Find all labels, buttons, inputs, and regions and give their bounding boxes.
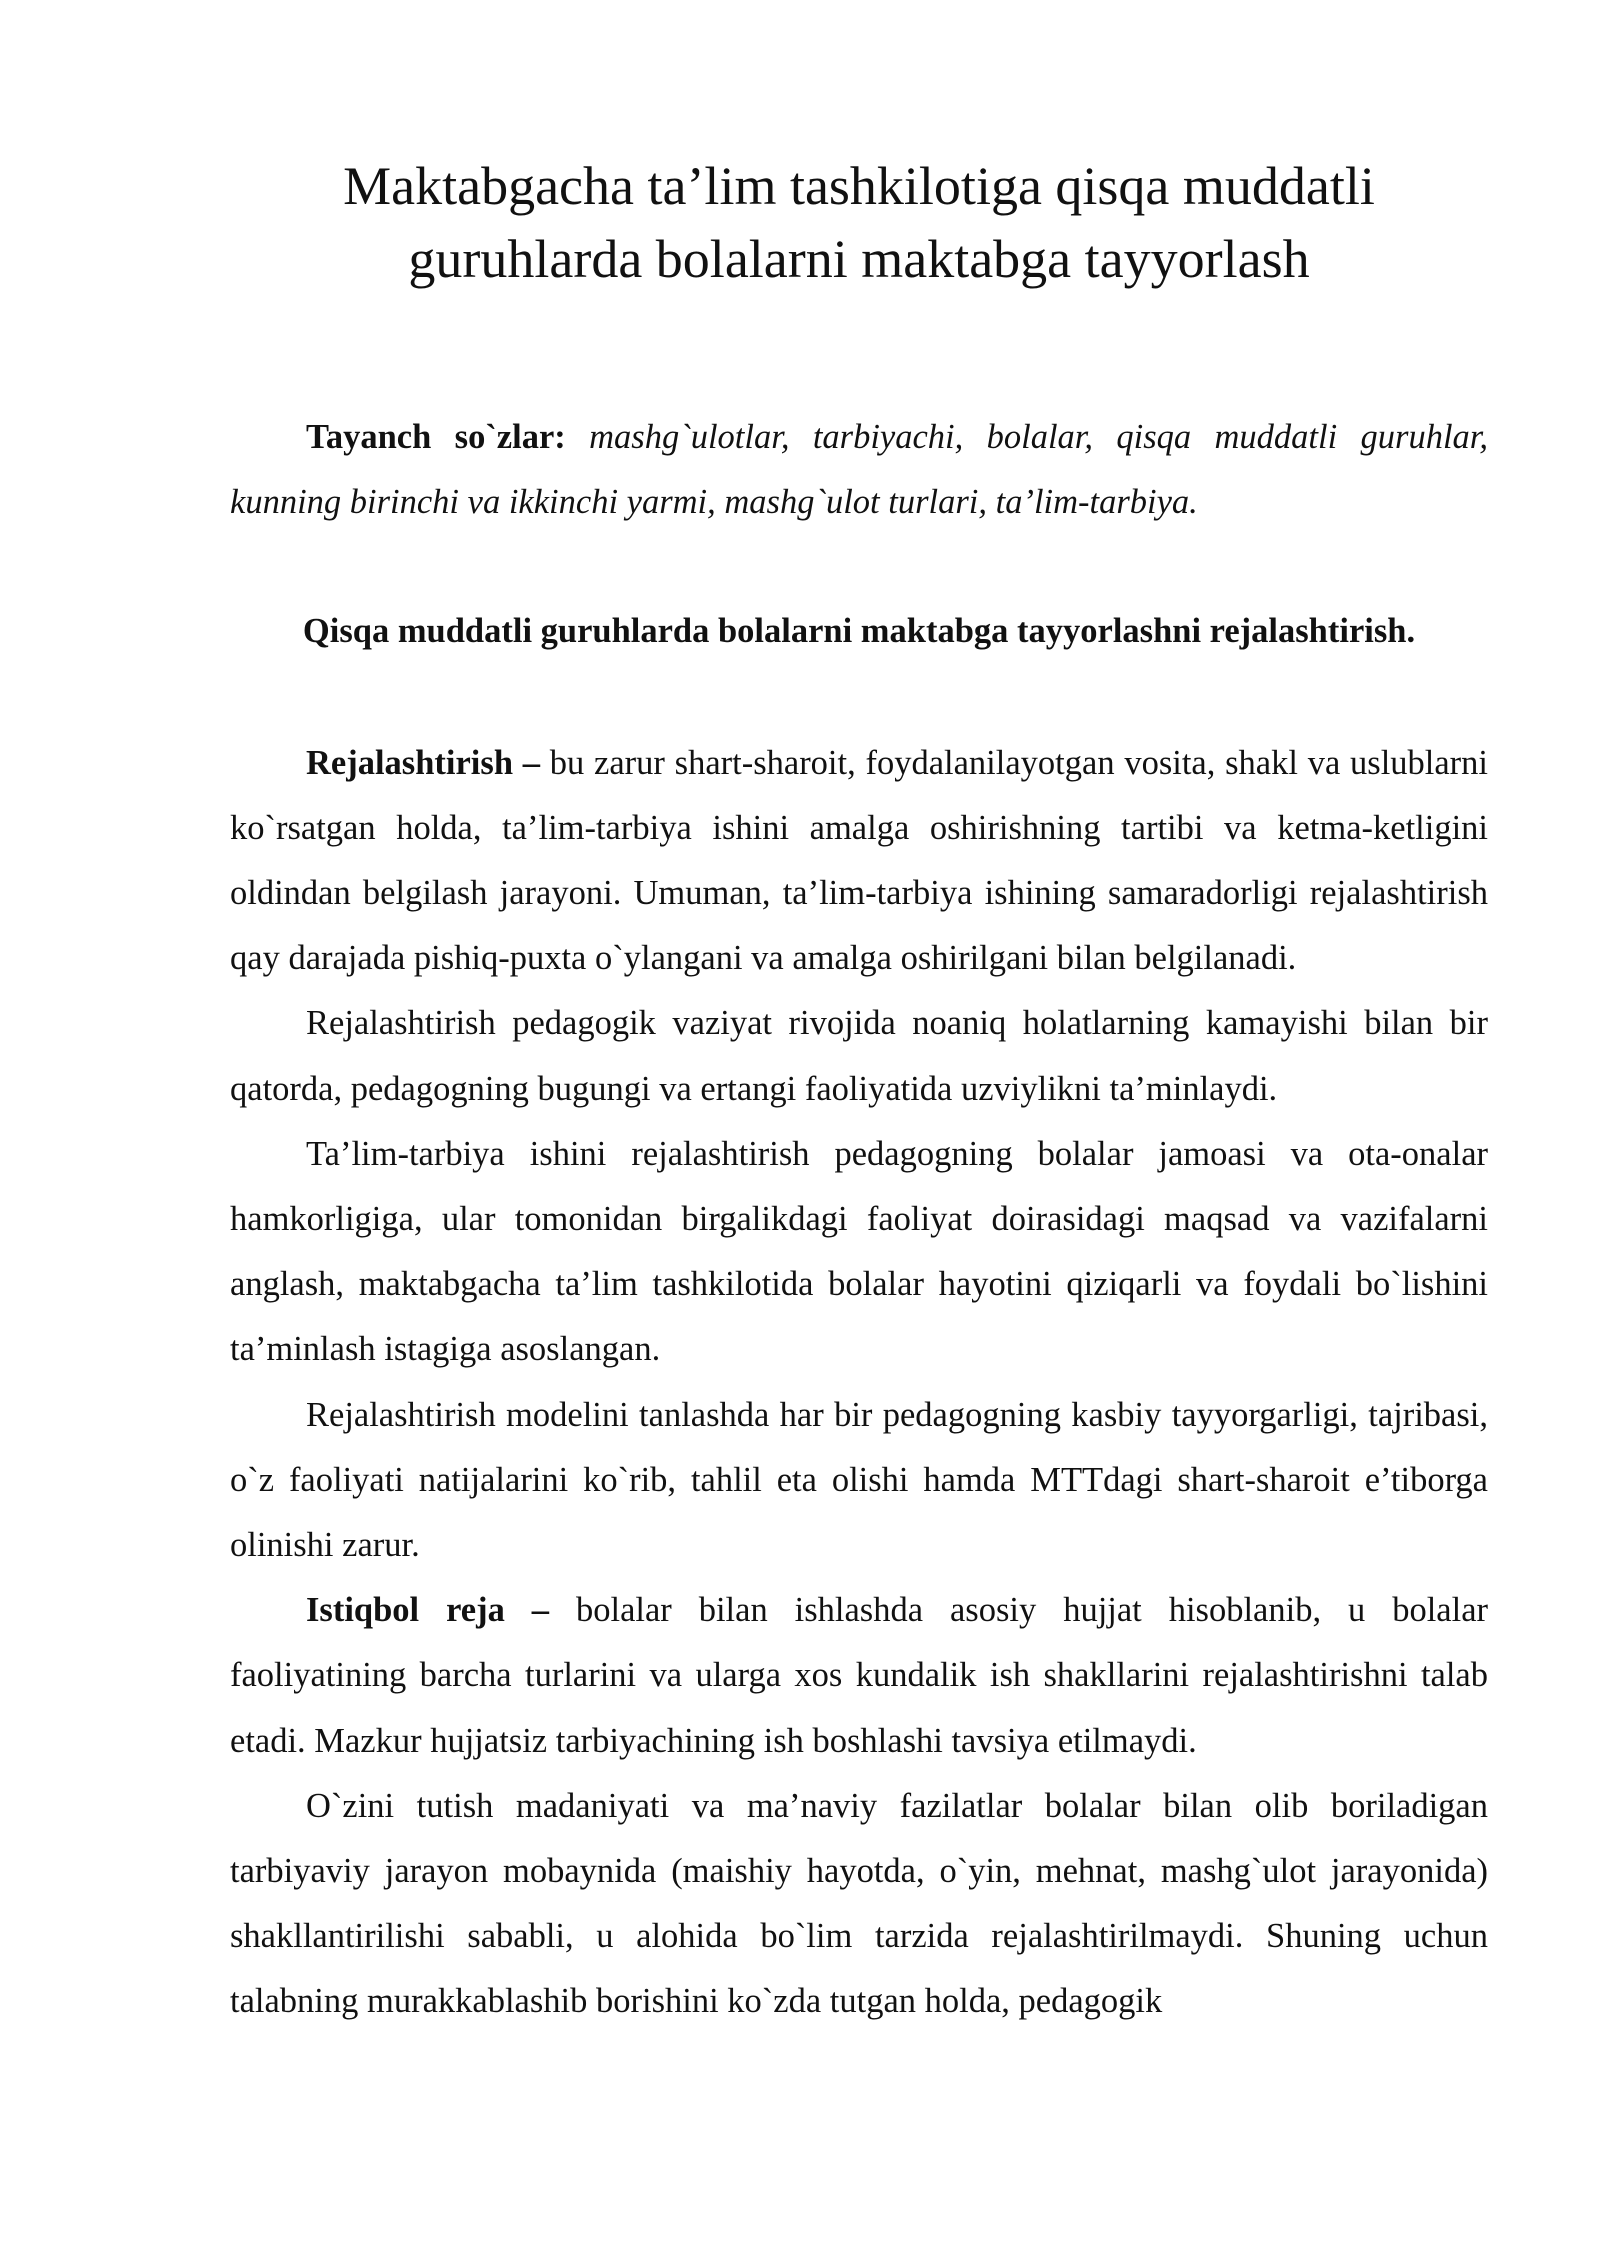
title-line-1: Maktabgacha ta’lim tashkilotiga qisqa muddatli <box>343 156 1375 216</box>
keywords-text: mashg`ulotlar, tarbiyachi, bolalar, qisqa muddatli guruhlar, kunning birinchi va ikkinchi yarmi, mashg`ulot turlari, ta’lim-tarbiya. <box>230 418 1489 522</box>
paragraph-6: O`zini tutish madaniyati va ma’naviy fazilatlar bolalar bilan olib boriladigan tarbiyaviy jarayon mobaynida (maishiy hayotda, o`yin, mehnat, mashg`ulot jarayonida) shakllantirilishi sababli, u alohida bo`lim tarzida rejalashtirilmaydi. Shuning uchun talabning murakkablashib borishini ko`zda tutgan holda, pedagogik <box>230 1786 1488 2021</box>
paragraph-5-text: bolalar bilan ishlashda asosiy hujjat hisoblanib, u bolalar faoliyatining barcha turlarini va ularga xos kundalik ish shakllarini rejalashtirishni talab etadi. Mazkur hujjatsiz tarbiyachining ish boshlashi tavsiya etilmaydi. <box>230 1591 1489 1760</box>
paragraph-3: Ta’lim-tarbiya ishini rejalashtirish pedagogning bolalar jamoasi va ota-onalar hamkorligiga, ular tomonidan birgalikdagi faoliyat doirasidagi maqsad va vazifalarni anglash, maktabgacha ta’lim tashkilotida bolalar hayotini qiziqarli va foydali bo`lishini ta’minlash istagiga asoslangan. <box>230 1134 1488 1369</box>
term-rejalashtirish: Rejalashtirish – <box>306 743 541 782</box>
paragraph-1 <box>230 731 1488 992</box>
document-title <box>230 150 1488 296</box>
section-heading: Qisqa muddatli guruhlarda bolalarni maktabga tayyorlashni rejalashtirish. <box>302 612 1416 651</box>
keywords-paragraph <box>230 405 1488 535</box>
term-istiqbol-reja: Istiqbol reja – <box>306 1591 550 1630</box>
keywords-label: Tayanch so`zlar: <box>306 418 566 456</box>
paragraph-2: Rejalashtirish pedagogik vaziyat rivojida noaniq holatlarning kamayishi bilan bir qatorda, pedagogning bugungi va ertangi faoliyatida uzviylikni ta’minlaydi. <box>230 1004 1488 1108</box>
paragraph-5 <box>230 1578 1488 1774</box>
paragraph-4: Rejalashtirish modelini tanlashda har bir pedagogning kasbiy tayyorgarligi, tajribasi, o`z faoliyati natijalarini ko`rib, tahlil eta olishi hamda MTTdagi shart-sharoit e’tiborga olinishi zarur. <box>230 1395 1488 1565</box>
paragraph-1-text: bu zarur shart-sharoit, foydalanilayotgan vosita, shakl va uslublarni ko`rsatgan holda, ta’lim-tarbiya ishini amalga oshirishning tartibi va ketma-ketligini oldindan belgilash jarayoni. Umuman, ta’lim-tarbiya ishining samaradorligi rejalashtirish qay darajada pishiq-puxta o`ylangani va amalga oshirilgani bilan belgilanadi. <box>230 743 1489 978</box>
title-line-2: guruhlarda bolalarni maktabga tayyorlash <box>408 229 1310 289</box>
document-body <box>230 405 1488 2035</box>
